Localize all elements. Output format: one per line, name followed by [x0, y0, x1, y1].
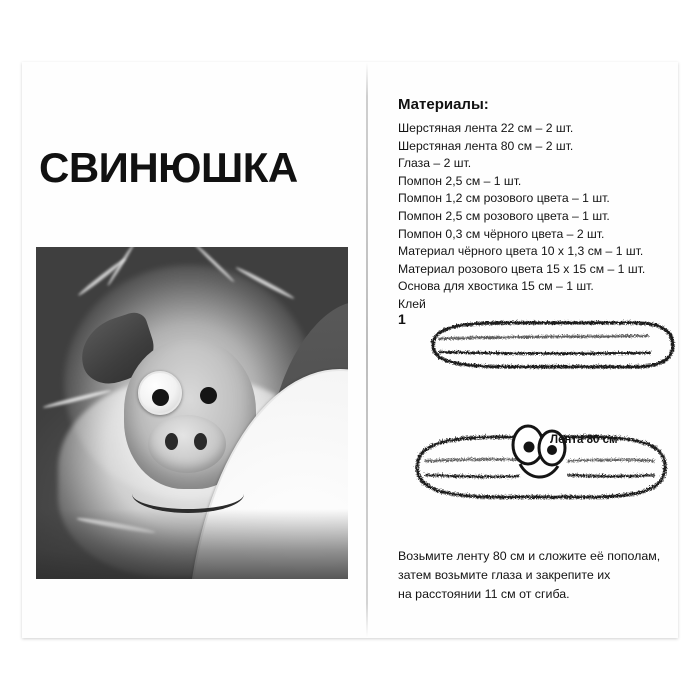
step-number: 1	[398, 311, 406, 327]
ribbon-outline-top	[432, 322, 672, 366]
pig-photo	[36, 247, 348, 579]
list-item: Шерстяная лента 22 см – 2 шт.	[398, 121, 574, 135]
materials-list	[398, 120, 678, 314]
page-title: СВИНЮШКА	[39, 144, 298, 191]
pupil-left	[524, 442, 535, 453]
instruction-line: Возьмите ленту 80 см и сложите её пополам,	[398, 549, 661, 563]
list-item: Глаза – 2 шт.	[398, 156, 472, 171]
list-item: Помпон 0,3 см чёрного цвета – 2 шт.	[398, 226, 605, 241]
column-divider	[366, 62, 368, 638]
right-column	[374, 62, 678, 638]
list-item: Шерстяная лента 80 см – 2 шт.	[398, 138, 574, 153]
ribbon-inner-line-b	[438, 351, 650, 353]
ribbon-inner-line-f	[566, 474, 654, 475]
step-figure	[398, 314, 678, 529]
step-instruction	[398, 547, 678, 604]
instruction-card	[22, 62, 678, 638]
pupil	[152, 389, 169, 406]
list-item: Материал розового цвета 15 х 15 см – 1 шт.	[398, 261, 646, 276]
nostril	[194, 433, 207, 450]
instruction-line: затем возьмите глаза и закрепите их	[398, 568, 611, 582]
photo-foreground-shadow	[36, 509, 348, 579]
ribbon-inner-line-e	[424, 474, 518, 476]
list-item: Помпон 1,2 см розового цвета – 1 шт.	[398, 191, 610, 206]
ribbon-inner-line-a	[438, 335, 648, 338]
ribbon-diagram	[398, 314, 678, 529]
list-item: Основа для хвостика 15 см – 1 шт.	[398, 279, 594, 294]
pupil	[200, 387, 217, 404]
materials-heading: Материалы:	[398, 96, 489, 113]
left-column	[22, 62, 366, 638]
pig-mouth	[132, 475, 244, 513]
pupil-right	[547, 445, 557, 455]
figure-caption: Лента 80 см	[550, 434, 618, 446]
ribbon-inner-line-d	[566, 459, 654, 460]
list-item: Клей	[398, 296, 426, 311]
list-item: Помпон 2,5 см – 1 шт.	[398, 173, 522, 188]
pig-snout	[148, 415, 226, 473]
instruction-line: на расстоянии 11 см от сгиба.	[398, 587, 570, 601]
list-item: Материал чёрного цвета 10 х 1,3 см – 1 шт.	[398, 244, 644, 259]
ribbon-inner-line-c	[424, 458, 518, 460]
nostril	[165, 433, 178, 450]
list-item: Помпон 2,5 см розового цвета – 1 шт.	[398, 208, 610, 223]
pig-eye-left	[138, 371, 182, 415]
